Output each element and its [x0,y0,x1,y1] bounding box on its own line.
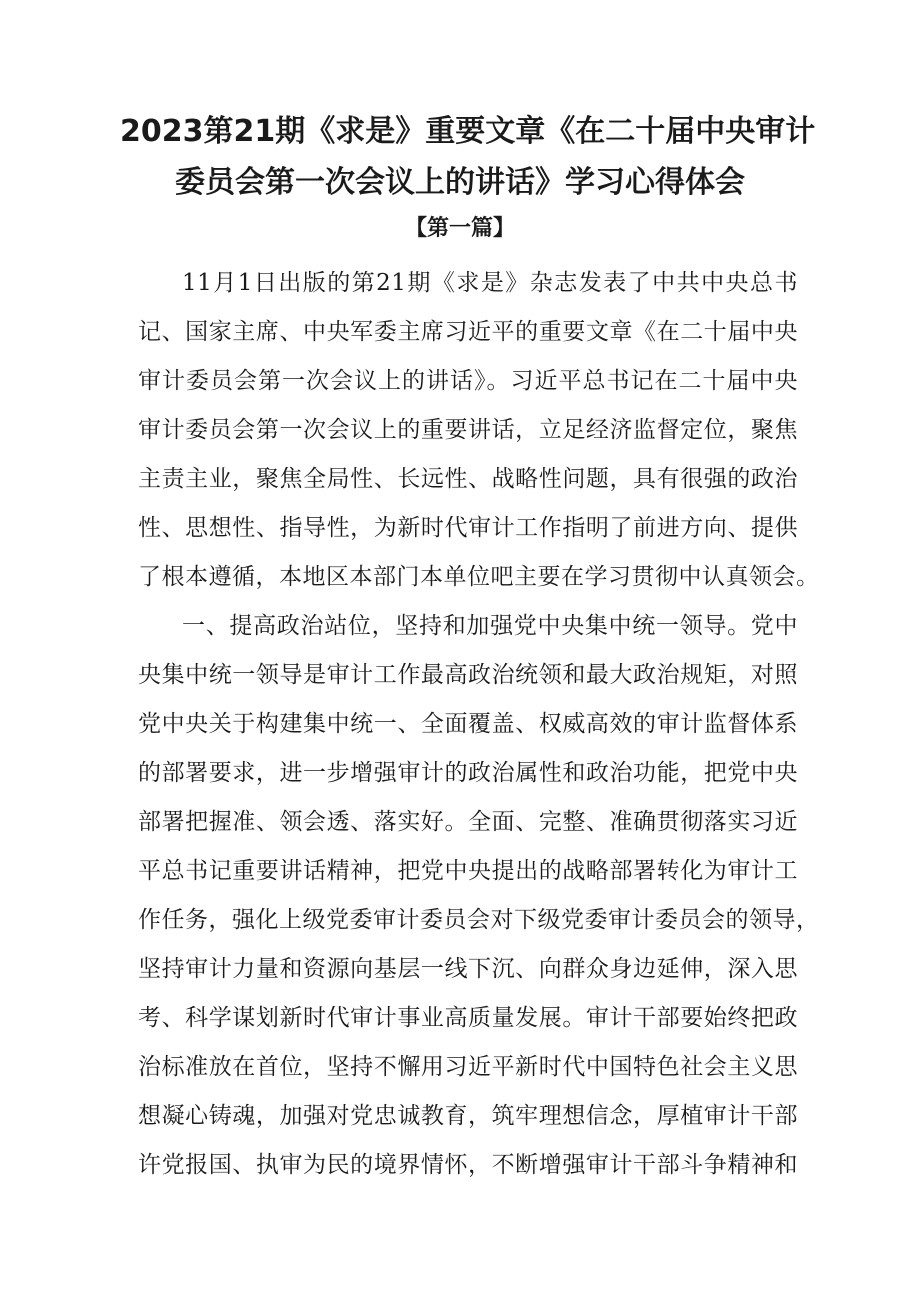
section-heading: 【第一篇】 [404,216,515,241]
paragraph-1-line-4: 审计委员会第一次会议上的重要讲话，立足经济监督定位，聚焦 [138,417,798,443]
paragraph-2-line-7: 作任务，强化上级党委审计委员会对下级党委审计委员会的领导， [138,907,820,933]
paragraph-2-line-6: 平总书记重要讲话精神，把党中央提出的战略部署转化为审计工 [138,858,798,884]
document-title-line-2: 委员会第一次会议上的讲话》学习心得体会 [175,165,745,200]
paragraph-2-line-2: 央集中统一领导是审计工作最高政治统领和最大政治规矩，对照 [138,662,798,688]
paragraph-1-line-1: 11月1日出版的第21期《求是》杂志发表了中共中央总书 [182,270,798,296]
paragraph-2-line-5: 部署把握准、领会透、落实好。全面、完整、准确贯彻落实习近 [138,809,798,835]
paragraph-1-line-5: 主责主业，聚焦全局性、长远性、战略性问题，具有很强的政治 [138,466,798,492]
paragraph-2-line-1: 一、提高政治站位，坚持和加强党中央集中统一领导。党中 [182,613,798,639]
paragraph-2-line-8: 坚持审计力量和资源向基层一线下沉、向群众身边延伸，深入思 [138,956,798,982]
paragraph-2-line-12: 许党报国、执审为民的境界情怀，不断增强审计干部斗争精神和 [138,1152,798,1178]
paragraph-2-line-3: 党中央关于构建集中统一、全面覆盖、权威高效的审计监督体系 [138,711,798,737]
paragraph-2-line-10: 治标准放在首位，坚持不懈用习近平新时代中国特色社会主义思 [138,1054,798,1080]
paragraph-2-line-9: 考、科学谋划新时代审计事业高质量发展。审计干部要始终把政 [138,1005,798,1031]
paragraph-2-line-4: 的部署要求，进一步增强审计的政治属性和政治功能，把党中央 [138,760,798,786]
paragraph-1-line-3: 审计委员会第一次会议上的讲话》。习近平总书记在二十届中央 [138,368,798,394]
paragraph-1-line-7: 了根本遵循，本地区本部门本单位吧主要在学习贯彻中认真领会。 [138,564,820,590]
paragraph-2-line-11: 想凝心铸魂，加强对党忠诚教育，筑牢理想信念，厚植审计干部 [138,1103,798,1129]
document-body [138,259,820,1190]
paragraph-1-line-6: 性、思想性、指导性，为新时代审计工作指明了前进方向、提供 [138,515,798,541]
paragraph-1-line-2: 记、国家主席、中央军委主席习近平的重要文章《在二十届中央 [138,319,798,345]
document-title-line-1: 2023第21期《求是》重要文章《在二十届中央审计 [120,114,816,149]
